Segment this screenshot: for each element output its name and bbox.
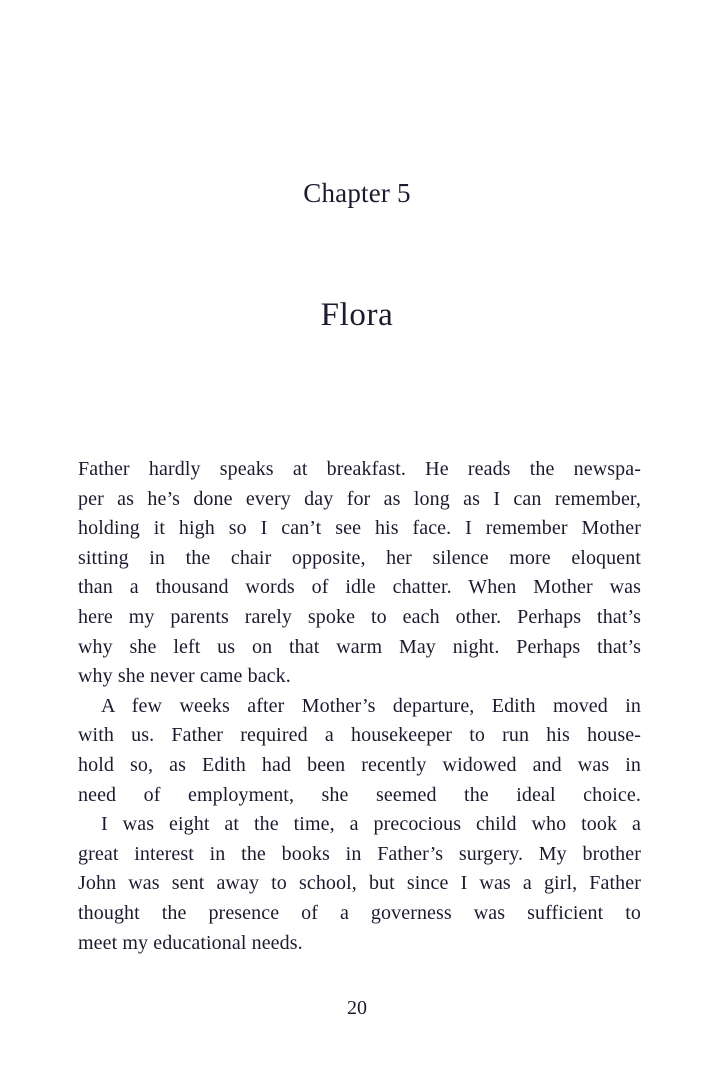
page-number: 20 bbox=[347, 997, 367, 1019]
body-text bbox=[78, 455, 641, 958]
text-line: than a thousand words of idle chatter. When Mother was bbox=[78, 576, 641, 599]
text-line: great interest in the books in Father’s surgery. My brother bbox=[78, 842, 641, 865]
text-line: I was eight at the time, a precocious child who took a bbox=[101, 813, 641, 836]
text-line: A few weeks after Mother’s departure, Edith moved in bbox=[101, 694, 641, 717]
text-line: Father hardly speaks at breakfast. He reads the newspa- bbox=[78, 458, 641, 480]
paragraph bbox=[78, 455, 641, 692]
chapter-number: Chapter 5 bbox=[303, 178, 411, 208]
text-line: with us. Father required a housekeeper to run his house- bbox=[78, 724, 641, 747]
text-line: why she never came back. bbox=[78, 665, 291, 688]
text-line: holding it high so I can’t see his face. I remember Mother bbox=[78, 517, 641, 540]
chapter-title: Flora bbox=[320, 297, 394, 333]
text-line: here my parents rarely spoke to each other. Perhaps that’s bbox=[78, 605, 641, 628]
text-line: sitting in the chair opposite, her silence more eloquent bbox=[78, 546, 641, 569]
paragraph bbox=[78, 692, 641, 810]
text-line: John was sent away to school, but since I was a girl, Father bbox=[78, 872, 641, 895]
text-line: thought the presence of a governess was sufficient to bbox=[78, 901, 641, 924]
text-line: need of employment, she seemed the ideal choice. bbox=[78, 783, 641, 806]
paragraph bbox=[78, 810, 641, 958]
text-line: per as he’s done every day for as long as I can remember, bbox=[78, 487, 641, 510]
text-line: meet my educational needs. bbox=[78, 931, 303, 954]
text-line: hold so, as Edith had been recently widowed and was in bbox=[78, 753, 641, 776]
text-line: why she left us on that warm May night. Perhaps that’s bbox=[78, 635, 641, 658]
